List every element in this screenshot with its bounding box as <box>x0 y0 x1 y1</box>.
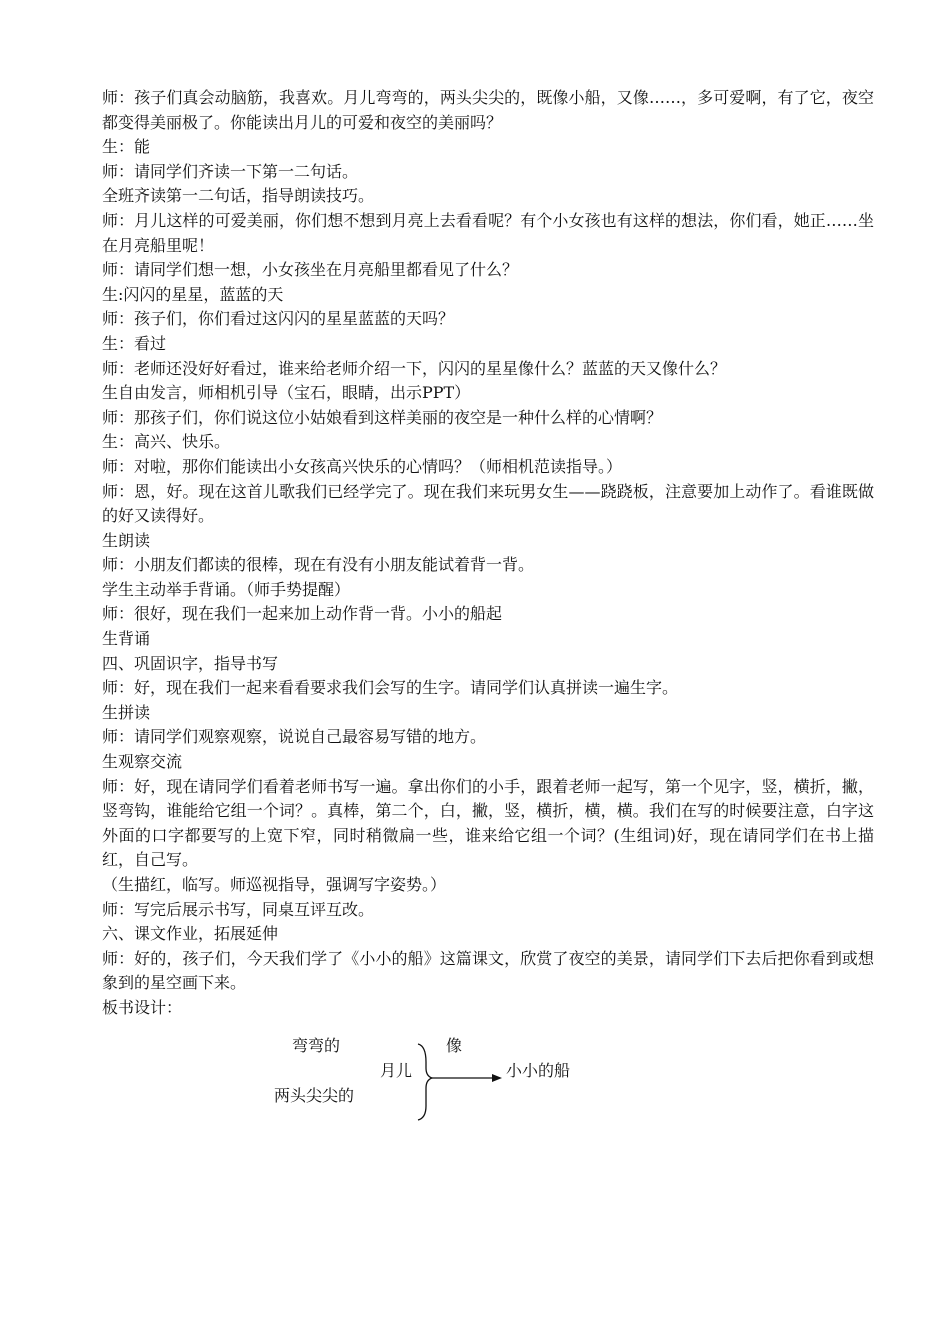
board-right: 小小的船 <box>506 1061 571 1080</box>
paragraph: 师：好的，孩子们，今天我们学了《小小的船》这篇课文，欣赏了夜空的美景，请同学们下去后把你看到或想象到的星空画下来。 <box>102 948 874 993</box>
paragraph: 师：请同学们观察观察，说说自己最容易写错的地方。 <box>102 727 487 747</box>
paragraph: 板书设计： <box>102 997 183 1017</box>
paragraph: 师：那孩子们，你们说这位小姑娘看到这样美丽的夜空是一种什么样的心情啊？ <box>102 407 663 427</box>
board-left-top: 弯弯的 <box>292 1036 341 1055</box>
paragraph: 六、课文作业，拓展延伸 <box>102 924 279 944</box>
paragraph: 生观察交流 <box>102 752 183 772</box>
board-right-top: 像 <box>446 1036 463 1055</box>
paragraph: 师：好，现在我们一起来看看要求我们会写的生字。请同学们认真拼读一遍生字。 <box>102 678 679 698</box>
paragraph: 生：看过 <box>102 333 167 353</box>
paragraph: 师：请同学们齐读一下第一二句话。 <box>102 161 359 181</box>
paragraph: 生:闪闪的星星，蓝蓝的天 <box>102 284 284 304</box>
board-left-bottom: 两头尖尖的 <box>274 1086 355 1105</box>
paragraph: 师：小朋友们都读的很棒，现在有没有小朋友能试着背一背。 <box>102 555 535 575</box>
board-brace-arrow <box>102 1030 702 1130</box>
paragraph: 生自由发言，师相机引导（宝石，眼睛，出示PPT） <box>102 383 471 403</box>
paragraph: 生：高兴、快乐。 <box>102 432 231 452</box>
paragraph: 师：写完后展示书写，同桌互评互改。 <box>102 899 375 919</box>
paragraph: 生：能 <box>102 137 151 157</box>
blackboard-design <box>102 1030 702 1130</box>
paragraph: 师：孩子们，你们看过这闪闪的星星蓝蓝的天吗？ <box>102 309 455 329</box>
paragraph: 生拼读 <box>102 702 151 722</box>
document-body <box>102 86 874 1021</box>
board-center: 月儿 <box>380 1061 413 1080</box>
paragraph: 四、巩固识字，指导书写 <box>102 653 279 673</box>
paragraph: 师：月儿这样的可爱美丽，你们想不想到月亮上去看看呢？有个小女孩也有这样的想法，你们看，她正……坐在月亮船里呢！ <box>102 210 874 255</box>
paragraph: 师：很好，现在我们一起来加上动作背一背。小小的船起 <box>102 604 503 624</box>
paragraph: 全班齐读第一二句话，指导朗读技巧。 <box>102 186 375 206</box>
paragraph: 学生主动举手背诵。（师手势提醒） <box>102 579 351 599</box>
paragraph: 师：请同学们想一想，小女孩坐在月亮船里都看见了什么？ <box>102 260 519 280</box>
paragraph: 师：好，现在请同学们看着老师书写一遍。拿出你们的小手，跟着老师一起写，第一个见字，竖，横折，撇，竖弯钩，谁能给它组一个词？。真棒，第二个，白，撇，竖，横折，横，横。我们在写的时候要注意，白字这外面的口字都要写的上宽下窄，同时稍微扁一些，谁来给它组一个词？(生组词)好，现在请同学们在书上描红，自己写。 <box>102 776 874 870</box>
paragraph: （生描红，临写。师巡视指导，强调写字姿势。） <box>102 875 447 894</box>
paragraph: 师：孩子们真会动脑筋，我喜欢。月儿弯弯的，两头尖尖的，既像小船，又像……，多可爱啊，有了它，夜空都变得美丽极了。你能读出月儿的可爱和夜空的美丽吗？ <box>102 88 874 132</box>
paragraph: 师：恩，好。现在这首儿歌我们已经学完了。现在我们来玩男女生——跷跷板，注意要加上动作了。看谁既做的好又读得好。 <box>102 481 874 526</box>
paragraph: 师：对啦，那你们能读出小女孩高兴快乐的心情吗？（师相机范读指导。） <box>102 456 623 476</box>
paragraph: 生背诵 <box>102 629 151 649</box>
paragraph: 生朗读 <box>102 530 151 550</box>
paragraph: 师：老师还没好好看过，谁来给老师介绍一下，闪闪的星星像什么？蓝蓝的天又像什么？ <box>102 358 727 378</box>
